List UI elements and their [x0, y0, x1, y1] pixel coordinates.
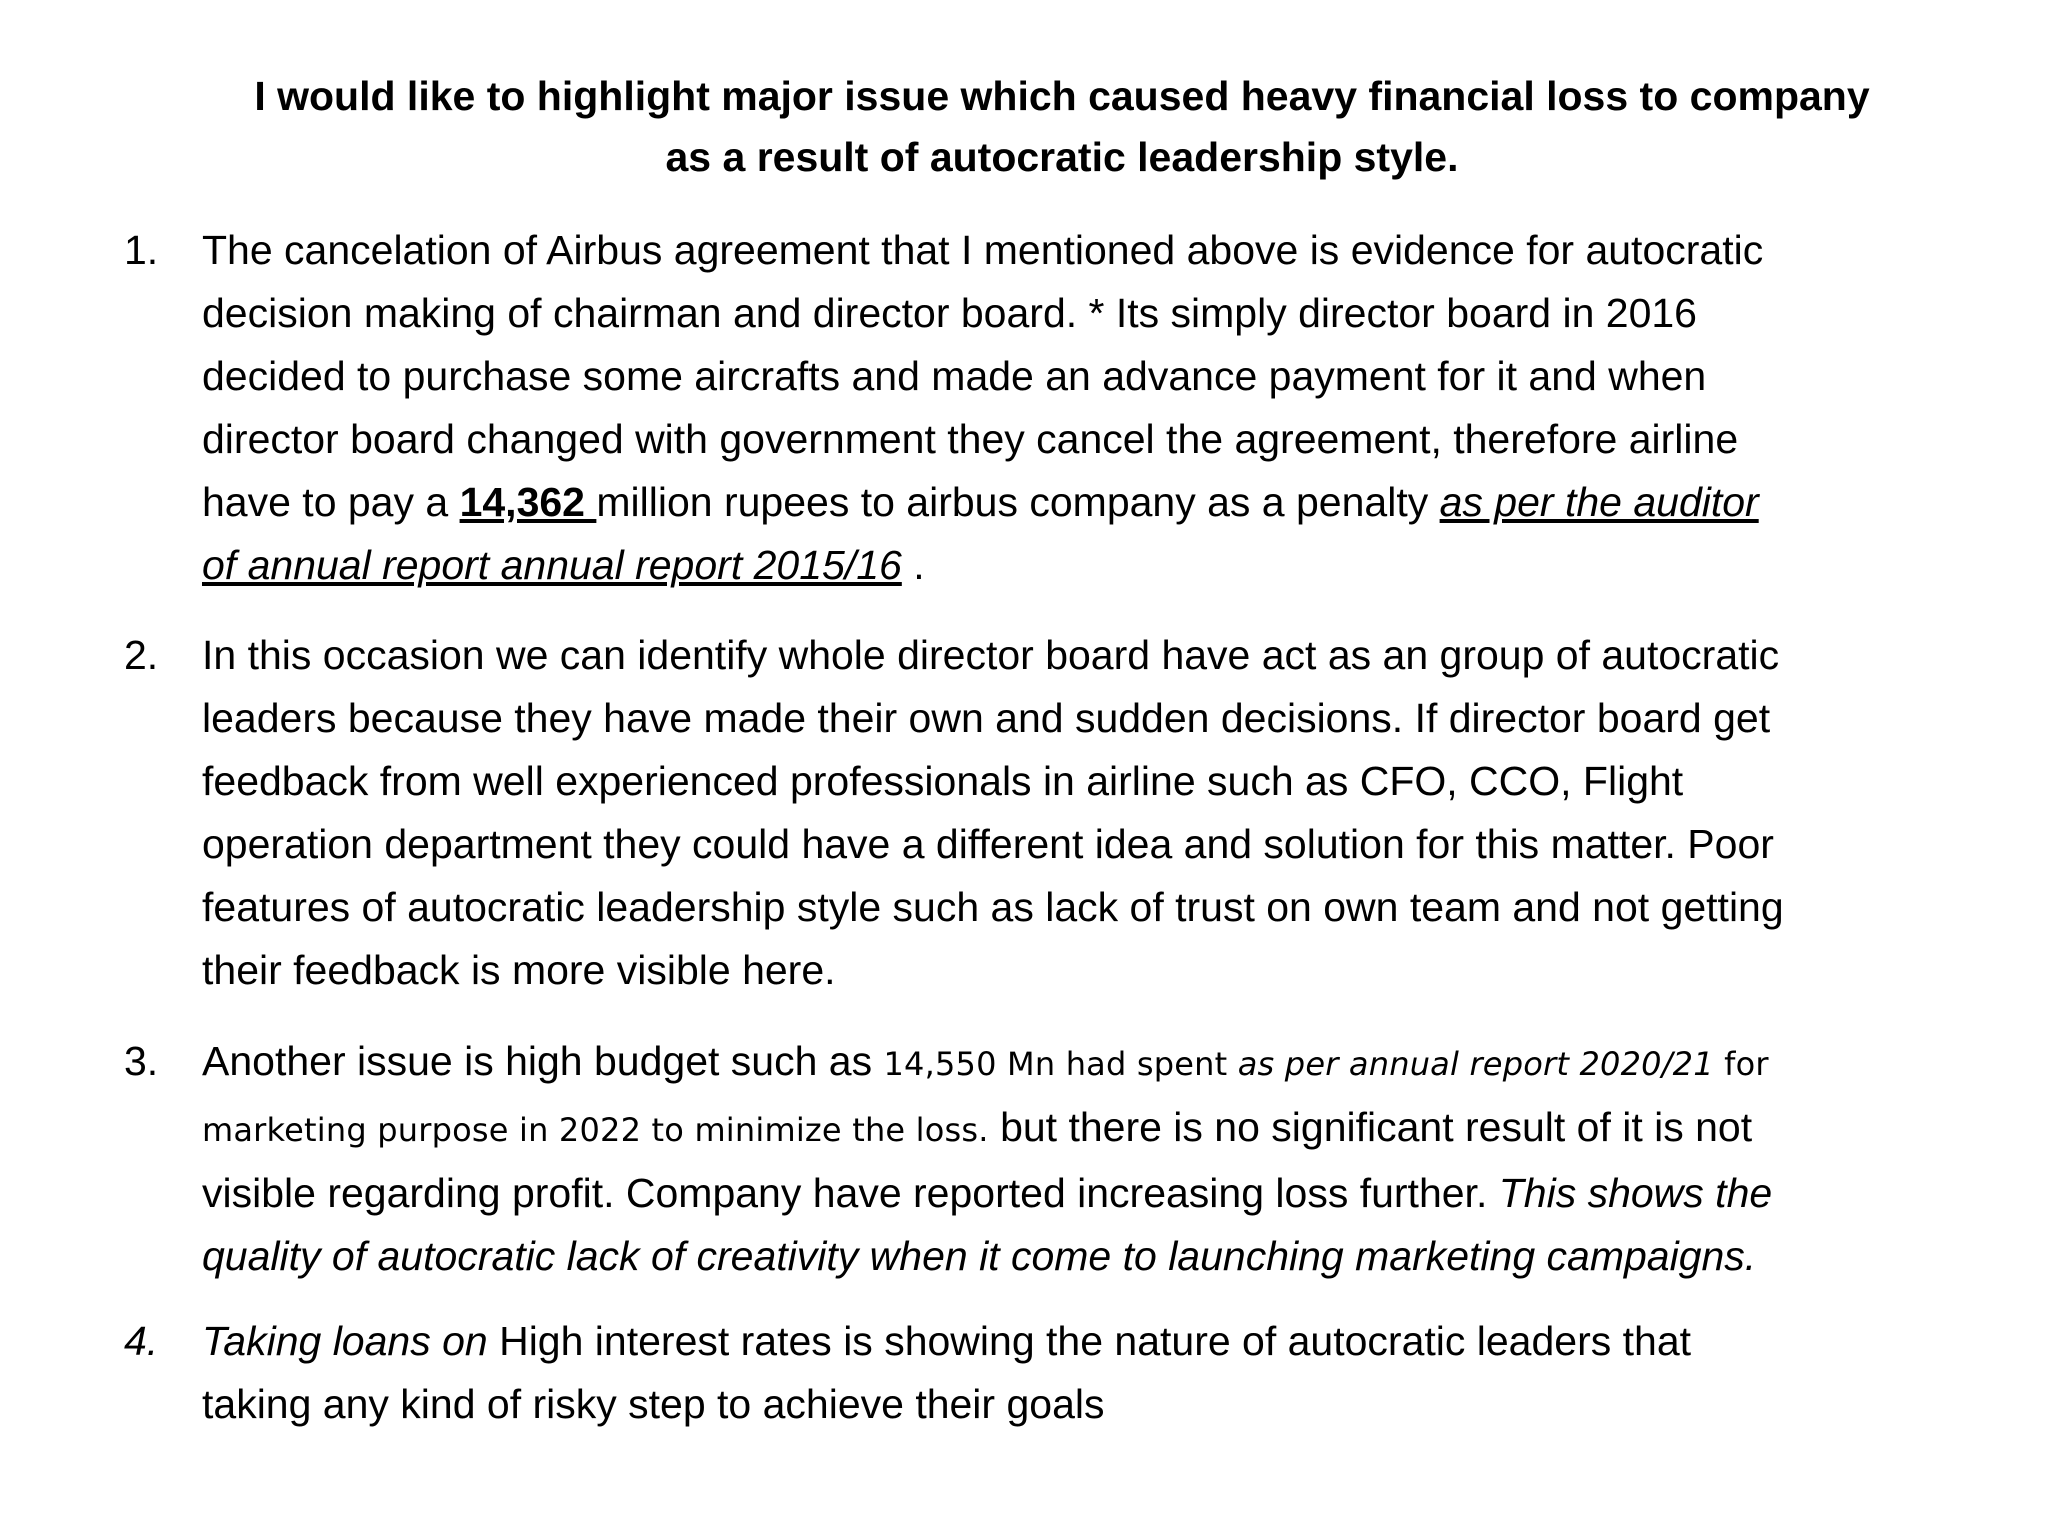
item-3-line-2 [202, 1096, 1992, 1162]
source-citation-part-1: as per the auditor [1439, 479, 1759, 525]
document-heading [110, 66, 2014, 188]
item-4-line-1 [202, 1310, 1992, 1373]
item-3-line-4: quality of autocratic lack of creativity when it come to launching marketing campaigns. [202, 1233, 1757, 1279]
item-4-line-1-italic: Taking loans on [202, 1318, 488, 1364]
item-1-line-5-mid: million rupees to airbus company as a penalty [596, 479, 1440, 525]
item-1-line-1: The cancelation of Airbus agreement that I mentioned above is evidence for autocratic [202, 227, 1764, 273]
item-2-line-3: feedback from well experienced professionals in airline such as CFO, CCO, Flight [202, 758, 1684, 804]
list-number-4: 4. [124, 1318, 159, 1364]
item-2-line-2: leaders because they have made their own and sudden decisions. If director board get [202, 695, 1771, 741]
item-2-line-4: operation department they could have a different idea and solution for this matter. Poor [202, 821, 1774, 867]
item-2-line-1: In this occasion we can identify whole director board have act as an group of autocratic [202, 632, 1780, 678]
list-item-1-text [202, 219, 1992, 597]
item-3-line-3-pre: visible regarding profit. Company have reported increasing loss further. [202, 1170, 1499, 1216]
list-number-1: 1. [124, 227, 159, 273]
item-3-line-3 [202, 1162, 1992, 1225]
item-3-line-1 [202, 1030, 1992, 1096]
penalty-amount: 14,362 [459, 479, 597, 525]
list-item-4-text [202, 1310, 1992, 1436]
item-3-line-1-end: for [1713, 1045, 1769, 1083]
heading-line-2: as a result of autocratic leadership style. [665, 134, 1459, 180]
list-item-2-text [202, 624, 1992, 1002]
item-2-line-5: features of autocratic leadership style such as lack of trust on own team and not getting [202, 884, 1784, 930]
item-1-line-3: decided to purchase some aircrafts and made an advance payment for it and when [202, 353, 1707, 399]
source-citation-part-2: of annual report annual report 2015/16 [202, 542, 902, 588]
item-3-line-2-rest: but there is no significant result of it is not [988, 1104, 1753, 1150]
item-1-line-6 [202, 534, 1992, 597]
item-1-line-5-pre: have to pay a [202, 479, 460, 525]
list-number-2: 2. [124, 632, 159, 678]
budget-amount: 14,550 Mn had spent [883, 1045, 1238, 1083]
item-3-line-2-small: marketing purpose in 2022 to minimize the loss. [202, 1111, 989, 1149]
list-number-3: 3. [124, 1038, 159, 1084]
item-4-line-1-rest: High interest rates is showing the nature of autocratic leaders that [487, 1318, 1692, 1364]
heading-line-1: I would like to highlight major issue which caused heavy financial loss to company [254, 73, 1870, 119]
item-2-line-6: their feedback is more visible here. [202, 947, 836, 993]
item-3-line-1-pre: Another issue is high budget such as [202, 1038, 884, 1084]
item-3-line-3-italic: This shows the [1498, 1170, 1773, 1216]
list-item-3-text [202, 1030, 1992, 1288]
budget-source: as per annual report 2020/21 [1237, 1045, 1714, 1083]
item-1-line-2: decision making of chairman and director board. * Its simply director board in 2016 [202, 290, 1697, 336]
item-1-line-5 [202, 471, 1992, 534]
item-1-line-4: director board changed with government they cancel the agreement, therefore airline [202, 416, 1739, 462]
item-1-line-6-end: . [901, 542, 925, 588]
item-4-line-2: taking any kind of risky step to achieve their goals [202, 1381, 1105, 1427]
